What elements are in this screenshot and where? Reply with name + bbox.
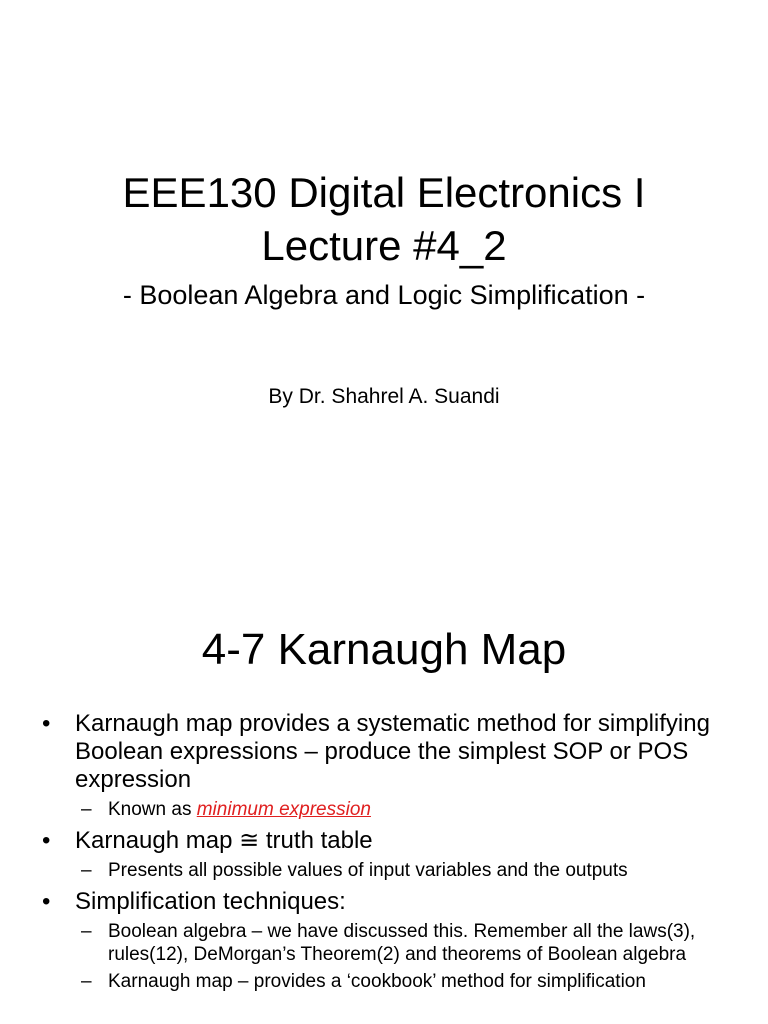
bullet-dot-icon: • (42, 710, 51, 737)
sub-bullet-presents-values: – Presents all possible values of input variables and the outputs (81, 860, 628, 881)
bullet-item-systematic-method: • Karnaugh map provides a systematic method for simplifying Boolean expressions – produce the simplest SOP or POS expression (42, 710, 710, 793)
slide-title-line-2: Lecture #4_2 (261, 222, 507, 269)
slide-subtitle: - Boolean Algebra and Logic Simplification - (122, 280, 646, 310)
dash-icon: – (81, 971, 92, 992)
dash-icon: – (81, 860, 92, 881)
author-line: By Dr. Shahrel A. Suandi (268, 385, 500, 408)
slide-title-line-1: EEE130 Digital Electronics I (122, 169, 646, 216)
bullet-item-truth-table: • Karnaugh map ≅ truth table (42, 827, 373, 854)
dash-icon: – (81, 799, 92, 820)
sub-bullet-boolean-algebra: – Boolean algebra – we have discussed this. Remember all the laws(3), rules(12), DeMorgan’s Theorem(2) and theorems of Boolean algebra (81, 921, 696, 965)
bullet-dot-icon: • (42, 827, 51, 854)
sub-bullet-karnaugh-cookbook: – Karnaugh map – provides a ‘cookbook’ method for simplification (81, 971, 646, 992)
dash-icon: – (81, 921, 92, 942)
sub-bullet-minimum-expression: – Known as minimum expression (81, 799, 371, 820)
approx-equal-symbol: ≅ (239, 827, 260, 854)
bullet-item-simplification: • Simplification techniques: (42, 888, 346, 915)
karnaugh-slide (0, 580, 768, 1024)
bullet-dot-icon: • (42, 888, 51, 915)
bullet-list (0, 710, 768, 999)
karnaugh-title: 4-7 Karnaugh Map (201, 625, 567, 674)
minimum-expression-highlight: minimum expression (196, 799, 371, 820)
demorgan-text: DeMorgan’s Theorem (193, 944, 377, 965)
